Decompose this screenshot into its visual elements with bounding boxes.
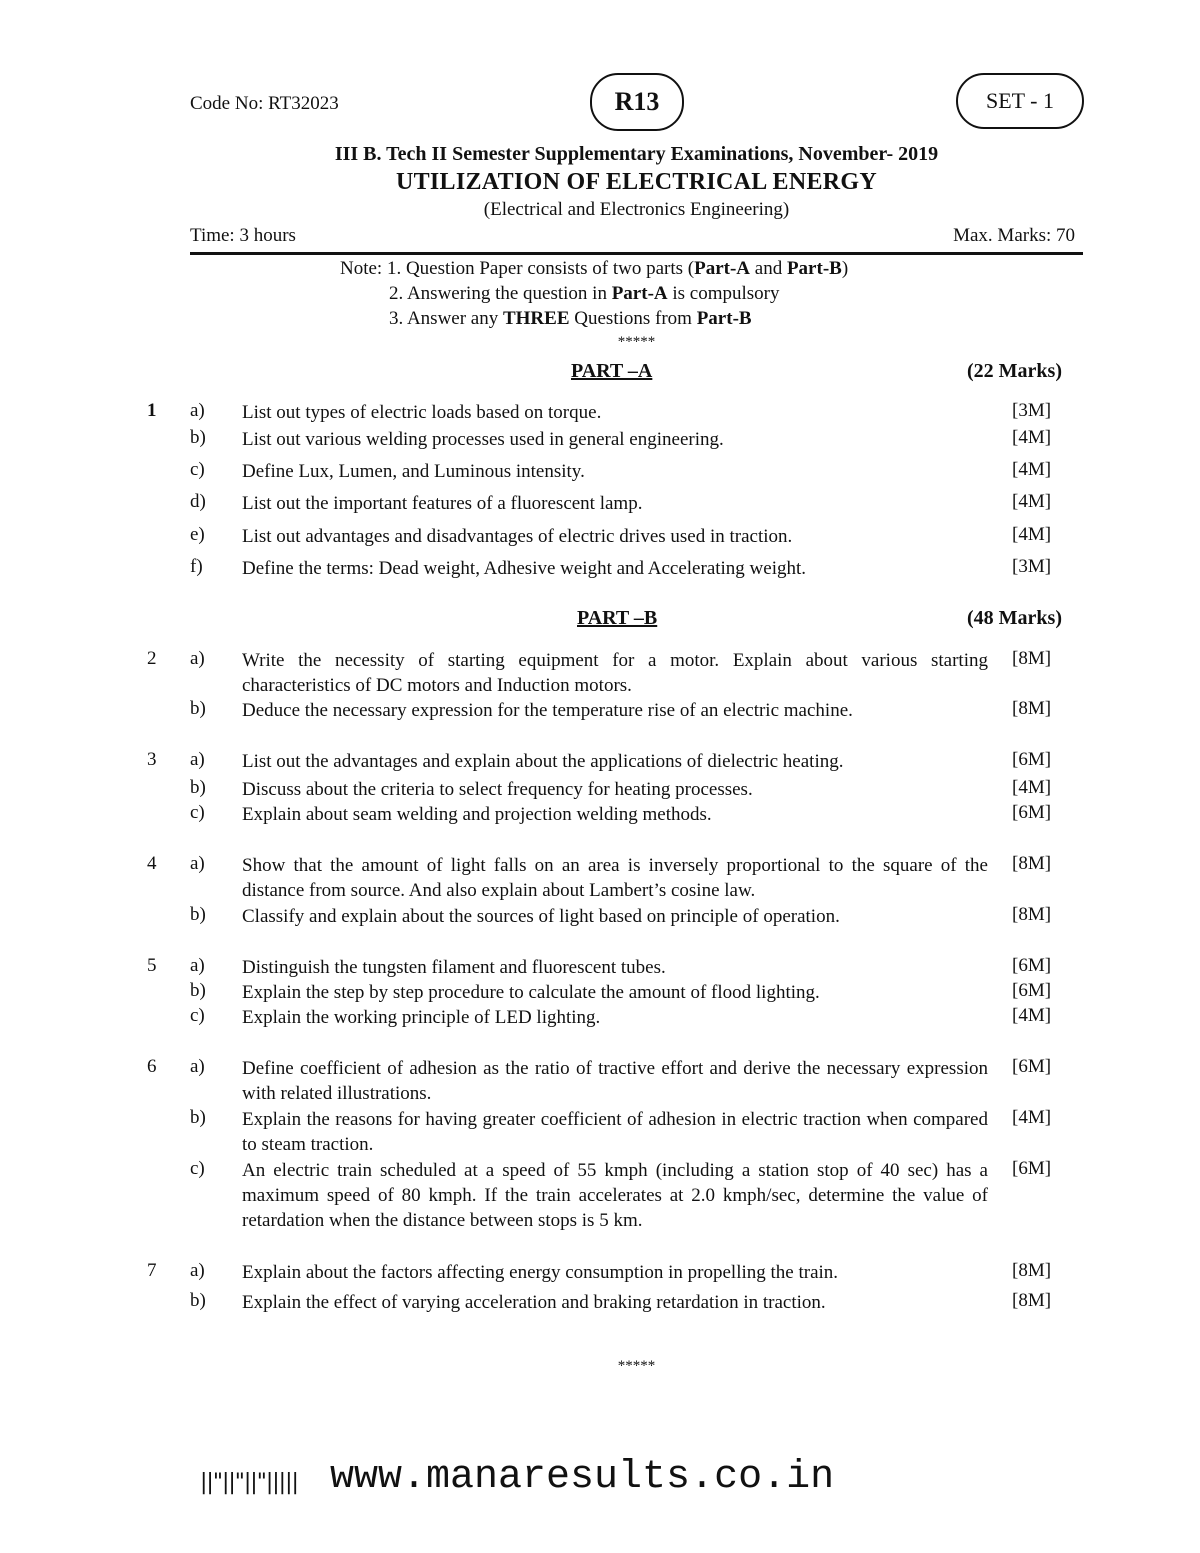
question-text: Deduce the necessary expression for the temperature rise of an electric machine.	[242, 700, 853, 721]
question-text: Discuss about the criteria to select frequency for heating processes.	[242, 779, 753, 800]
question-number: 6	[147, 1056, 157, 1077]
question-text: Classify and explain about the sources of light based on principle of operation.	[242, 906, 840, 927]
question-marks: [4M]	[1012, 777, 1052, 798]
question-letter: a)	[190, 955, 205, 976]
question-number: 4	[147, 853, 157, 874]
footer-url[interactable]: www.manaresults.co.in	[330, 1455, 835, 1500]
question-letter: a)	[190, 1056, 205, 1077]
question-letter: c)	[190, 802, 205, 823]
question-number: 5	[147, 955, 157, 976]
question-marks: [4M]	[1012, 491, 1052, 512]
question-letter: a)	[190, 749, 205, 770]
question-letter: b)	[190, 980, 206, 1001]
question-text: List out advantages and disadvantages of electric drives used in traction.	[242, 526, 793, 547]
question-text: Explain the reasons for having greater coefficient of adhesion in electric traction when compared to steam traction.	[242, 1109, 988, 1155]
question-marks: [4M]	[1012, 1005, 1052, 1026]
question-text: List out the advantages and explain about the applications of dielectric heating.	[242, 751, 844, 772]
question-marks: [6M]	[1012, 1056, 1052, 1077]
header-divider	[190, 252, 1083, 255]
question-marks: [4M]	[1012, 524, 1052, 545]
exam-title: III B. Tech II Semester Supplementary Examinations, November- 2019	[334, 143, 939, 165]
part-b-title: PART –B	[577, 607, 658, 629]
question-number: 1	[147, 400, 157, 421]
question-letter: b)	[190, 1290, 206, 1311]
time-label: Time: 3 hours	[190, 225, 296, 246]
code-number: Code No: RT32023	[190, 93, 339, 114]
question-letter: e)	[190, 524, 205, 545]
question-number: 7	[147, 1260, 157, 1281]
question-letter: c)	[190, 1005, 205, 1026]
question-letter: f)	[190, 556, 203, 577]
part-b-marks: (48 Marks)	[967, 607, 1062, 629]
question-text: Distinguish the tungsten filament and fluorescent tubes.	[242, 957, 666, 978]
regulation-badge: R13	[590, 73, 684, 131]
note-1: Note: 1. Question Paper consists of two parts (Part-A and Part-B)	[340, 258, 849, 279]
question-letter: d)	[190, 491, 206, 512]
department: (Electrical and Electronics Engineering)	[483, 199, 790, 220]
question-text: Explain about seam welding and projection welding methods.	[242, 804, 712, 825]
question-letter: b)	[190, 777, 206, 798]
question-marks: [8M]	[1012, 698, 1052, 719]
question-marks: [4M]	[1012, 1107, 1052, 1128]
question-marks: [8M]	[1012, 1260, 1052, 1281]
note-2: 2. Answering the question in Part-A is compulsory	[389, 283, 780, 304]
question-marks: [6M]	[1012, 802, 1052, 823]
part-a-marks: (22 Marks)	[967, 360, 1062, 382]
question-letter: a)	[190, 400, 205, 421]
note-3: 3. Answer any THREE Questions from Part-B	[389, 308, 752, 329]
question-marks: [8M]	[1012, 853, 1052, 874]
question-text: Define Lux, Lumen, and Luminous intensity.	[242, 461, 585, 482]
question-number: 3	[147, 749, 157, 770]
question-text: List out various welding processes used in general engineering.	[242, 429, 724, 450]
question-letter: a)	[190, 648, 205, 669]
question-letter: c)	[190, 1158, 205, 1179]
question-marks: [6M]	[1012, 1158, 1052, 1179]
barcode-glyphs: ||"||"||"|||||	[200, 1470, 298, 1495]
question-marks: [8M]	[1012, 648, 1052, 669]
question-text: List out the important features of a fluorescent lamp.	[242, 493, 643, 514]
question-text: Explain the working principle of LED lighting.	[242, 1007, 601, 1028]
question-marks: [4M]	[1012, 427, 1052, 448]
end-stars: *****	[617, 1358, 656, 1374]
question-marks: [6M]	[1012, 955, 1052, 976]
question-letter: b)	[190, 427, 206, 448]
notes-stars: *****	[617, 334, 656, 350]
question-text: Write the necessity of starting equipment for a motor. Explain about various starting characteristics of DC motors and Induction motors.	[242, 650, 988, 696]
question-text: Explain the step by step procedure to calculate the amount of flood lighting.	[242, 982, 820, 1003]
question-letter: b)	[190, 698, 206, 719]
question-letter: b)	[190, 1107, 206, 1128]
question-text: Explain about the factors affecting energy consumption in propelling the train.	[242, 1262, 839, 1283]
question-marks: [4M]	[1012, 459, 1052, 480]
question-letter: a)	[190, 853, 205, 874]
question-marks: [6M]	[1012, 980, 1052, 1001]
question-text: List out types of electric loads based on torque.	[242, 402, 602, 423]
question-marks: [6M]	[1012, 749, 1052, 770]
question-text: Define coefficient of adhesion as the ratio of tractive effort and derive the necessary expression with related illustrations.	[242, 1058, 988, 1104]
question-text: Define the terms: Dead weight, Adhesive weight and Accelerating weight.	[242, 558, 807, 579]
question-marks: [8M]	[1012, 1290, 1052, 1311]
question-marks: [3M]	[1012, 556, 1052, 577]
question-text: Explain the effect of varying acceleration and braking retardation in traction.	[242, 1292, 826, 1313]
question-text: Show that the amount of light falls on an area is inversely proportional to the square of the distance from source. And also explain about Lambert’s cosine law.	[242, 855, 988, 901]
question-letter: c)	[190, 459, 205, 480]
subject-title: UTILIZATION OF ELECTRICAL ENERGY	[395, 169, 878, 195]
part-a-title: PART –A	[571, 360, 653, 382]
question-letter: a)	[190, 1260, 205, 1281]
set-badge: SET - 1	[956, 73, 1084, 129]
question-marks: [3M]	[1012, 400, 1052, 421]
question-number: 2	[147, 648, 157, 669]
question-marks: [8M]	[1012, 904, 1052, 925]
max-marks-label: Max. Marks: 70	[953, 225, 1075, 246]
question-text: An electric train scheduled at a speed of 55 kmph (including a station stop of 40 sec) has a maximum speed of 80 kmph. If the train accelerates at 2.0 kmph/sec, determine the value of retardation when the distance between stops is 5 km.	[242, 1160, 988, 1231]
question-letter: b)	[190, 904, 206, 925]
